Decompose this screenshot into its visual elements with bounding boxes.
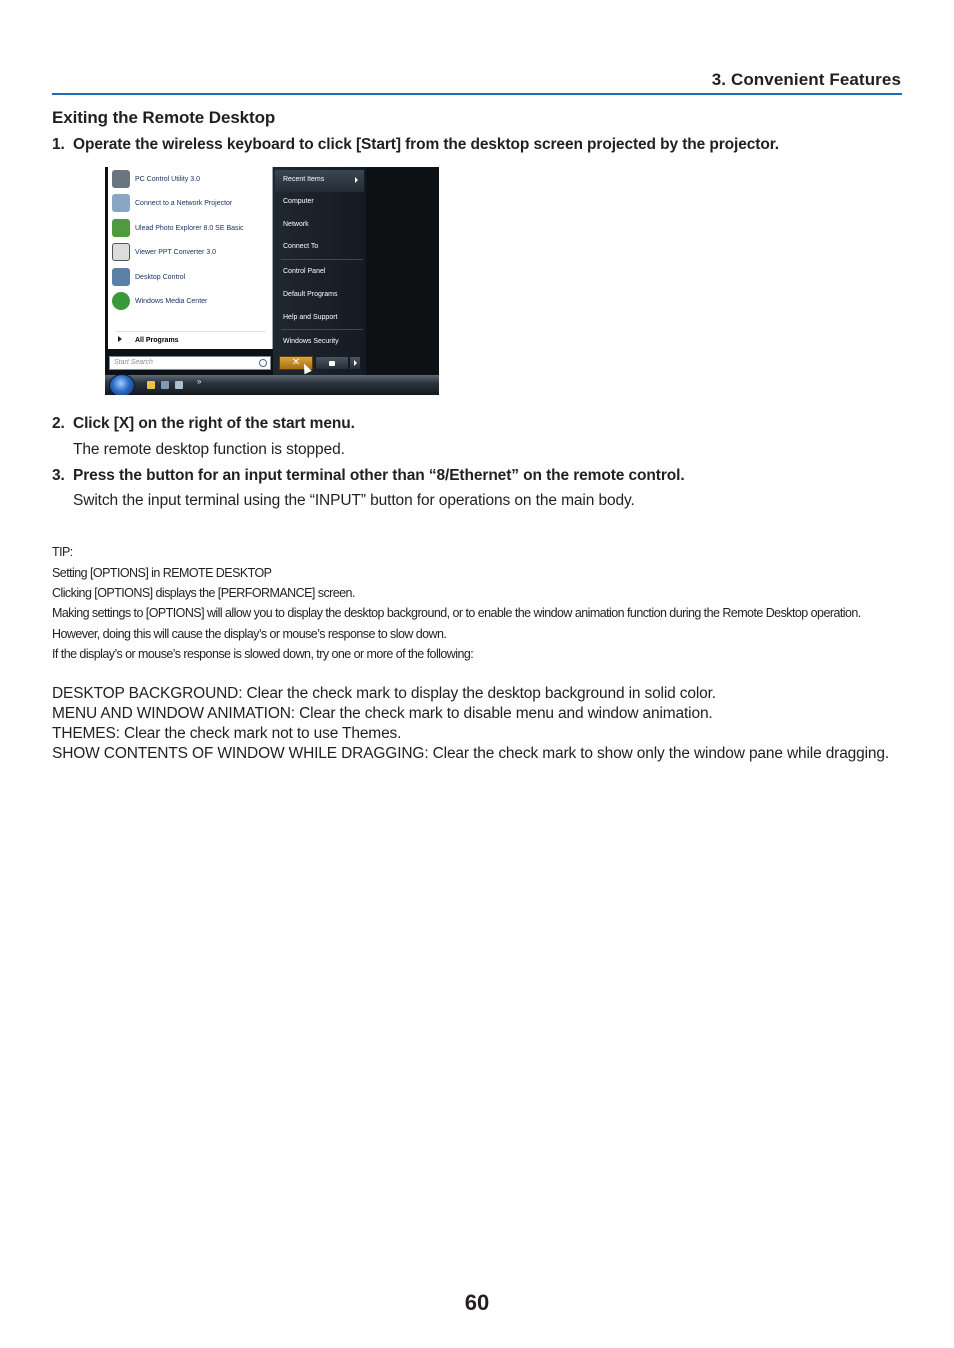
all-programs-button[interactable] bbox=[118, 336, 179, 344]
program-item-ppt-converter[interactable] bbox=[112, 241, 216, 263]
link-default-programs[interactable]: Default Programs bbox=[283, 291, 338, 298]
submenu-arrow-icon bbox=[355, 177, 358, 183]
step-2-text: Click [X] on the right of the start menu. bbox=[73, 415, 355, 432]
link-recent-items[interactable]: Recent Items bbox=[283, 176, 325, 183]
desktop-control-icon bbox=[112, 268, 130, 286]
tip-line: However, doing this will cause the display’s or mouse’s response to slow down. bbox=[52, 627, 447, 641]
link-connect-to[interactable]: Connect To bbox=[283, 243, 319, 250]
taskbar bbox=[105, 375, 439, 395]
quicklaunch-desktop-icon[interactable] bbox=[161, 381, 169, 389]
program-label: Viewer PPT Converter 3.0 bbox=[135, 248, 217, 256]
links-divider bbox=[281, 329, 363, 330]
search-icon bbox=[259, 359, 267, 367]
program-item-media-center[interactable] bbox=[112, 290, 207, 312]
section-heading: Exiting the Remote Desktop bbox=[52, 108, 276, 127]
program-label: Desktop Control bbox=[135, 273, 186, 281]
start-menu-screenshot bbox=[105, 167, 439, 395]
program-item-photo-explorer[interactable] bbox=[112, 217, 244, 239]
step-2-number: 2. bbox=[52, 415, 65, 432]
lock-icon bbox=[329, 361, 335, 366]
link-computer[interactable]: Computer bbox=[283, 198, 314, 205]
program-item-pc-control[interactable] bbox=[112, 168, 200, 190]
all-programs-label: All Programs bbox=[135, 337, 179, 344]
program-label: Connect to a Network Projector bbox=[135, 199, 233, 207]
option-show-window-contents: SHOW CONTENTS OF WINDOW WHILE DRAGGING: Clear the check mark to show only the window pane while dragging. bbox=[52, 745, 889, 762]
link-network[interactable]: Network bbox=[283, 221, 309, 228]
tip-label: TIP: bbox=[52, 545, 73, 559]
programs-divider bbox=[116, 331, 266, 332]
media-center-icon bbox=[112, 292, 130, 310]
step-1-number: 1. bbox=[52, 136, 65, 153]
start-orb-icon[interactable] bbox=[109, 374, 135, 395]
links-divider bbox=[281, 259, 363, 260]
program-label: Ulead Photo Explorer 8.0 SE Basic bbox=[135, 224, 244, 232]
step-3-number: 3. bbox=[52, 467, 65, 484]
photo-explorer-icon bbox=[112, 219, 130, 237]
step-2-body: The remote desktop function is stopped. bbox=[73, 441, 345, 458]
option-menu-window-animation: MENU AND WINDOW ANIMATION: Clear the check mark to disable menu and window animation. bbox=[52, 705, 713, 722]
ppt-converter-icon bbox=[112, 243, 130, 261]
quicklaunch-switch-icon[interactable] bbox=[175, 381, 183, 389]
step-3 bbox=[52, 467, 685, 485]
network-projector-icon bbox=[112, 194, 130, 212]
link-windows-security[interactable]: Windows Security bbox=[283, 338, 339, 345]
pc-control-icon bbox=[112, 170, 130, 188]
program-item-desktop-control[interactable] bbox=[112, 266, 185, 288]
quicklaunch-media-icon[interactable] bbox=[147, 381, 155, 389]
link-control-panel[interactable]: Control Panel bbox=[283, 268, 326, 275]
step-2 bbox=[52, 415, 355, 433]
arrow-right-icon bbox=[118, 336, 122, 342]
tip-line: Setting [OPTIONS] in REMOTE DESKTOP bbox=[52, 566, 272, 580]
program-label: Windows Media Center bbox=[135, 297, 208, 305]
taskbar-chevron-icon[interactable]: » bbox=[197, 377, 202, 386]
option-desktop-background: DESKTOP BACKGROUND: Clear the check mark to display the desktop background in solid color. bbox=[52, 685, 716, 702]
step-3-text: Press the button for an input terminal other than “8/Ethernet” on the remote control. bbox=[73, 467, 685, 484]
tip-line: Clicking [OPTIONS] displays the [PERFORMANCE] screen. bbox=[52, 586, 355, 600]
start-search-input[interactable] bbox=[109, 356, 271, 370]
shutdown-options-button[interactable] bbox=[349, 356, 361, 370]
link-help-and-support[interactable]: Help and Support bbox=[283, 314, 338, 321]
search-placeholder: Start Search bbox=[114, 359, 153, 366]
option-themes: THEMES: Clear the check mark not to use Themes. bbox=[52, 725, 402, 742]
disconnect-x-button[interactable]: ✕ bbox=[279, 356, 313, 370]
running-header-title: 3. Convenient Features bbox=[711, 70, 901, 89]
step-1-text: Operate the wireless keyboard to click [Start] from the desktop screen projected by the projector. bbox=[73, 136, 779, 153]
step-1 bbox=[52, 136, 779, 154]
page-number: 60 bbox=[464, 1290, 490, 1315]
program-item-network-projector[interactable] bbox=[112, 192, 232, 214]
tip-line: Making settings to [OPTIONS] will allow you to display the desktop background, or to enable the window animation function during the Remote Desktop operation. bbox=[52, 606, 861, 620]
programs-pane bbox=[108, 167, 273, 349]
tip-line: If the display’s or mouse’s response is slowed down, try one or more of the following: bbox=[52, 647, 474, 661]
header-rule bbox=[52, 93, 902, 95]
system-links-pane bbox=[273, 167, 366, 375]
lock-button[interactable] bbox=[315, 356, 349, 370]
program-label: PC Control Utility 3.0 bbox=[135, 175, 200, 183]
step-3-body: Switch the input terminal using the “INPUT” button for operations on the main body. bbox=[73, 492, 635, 509]
